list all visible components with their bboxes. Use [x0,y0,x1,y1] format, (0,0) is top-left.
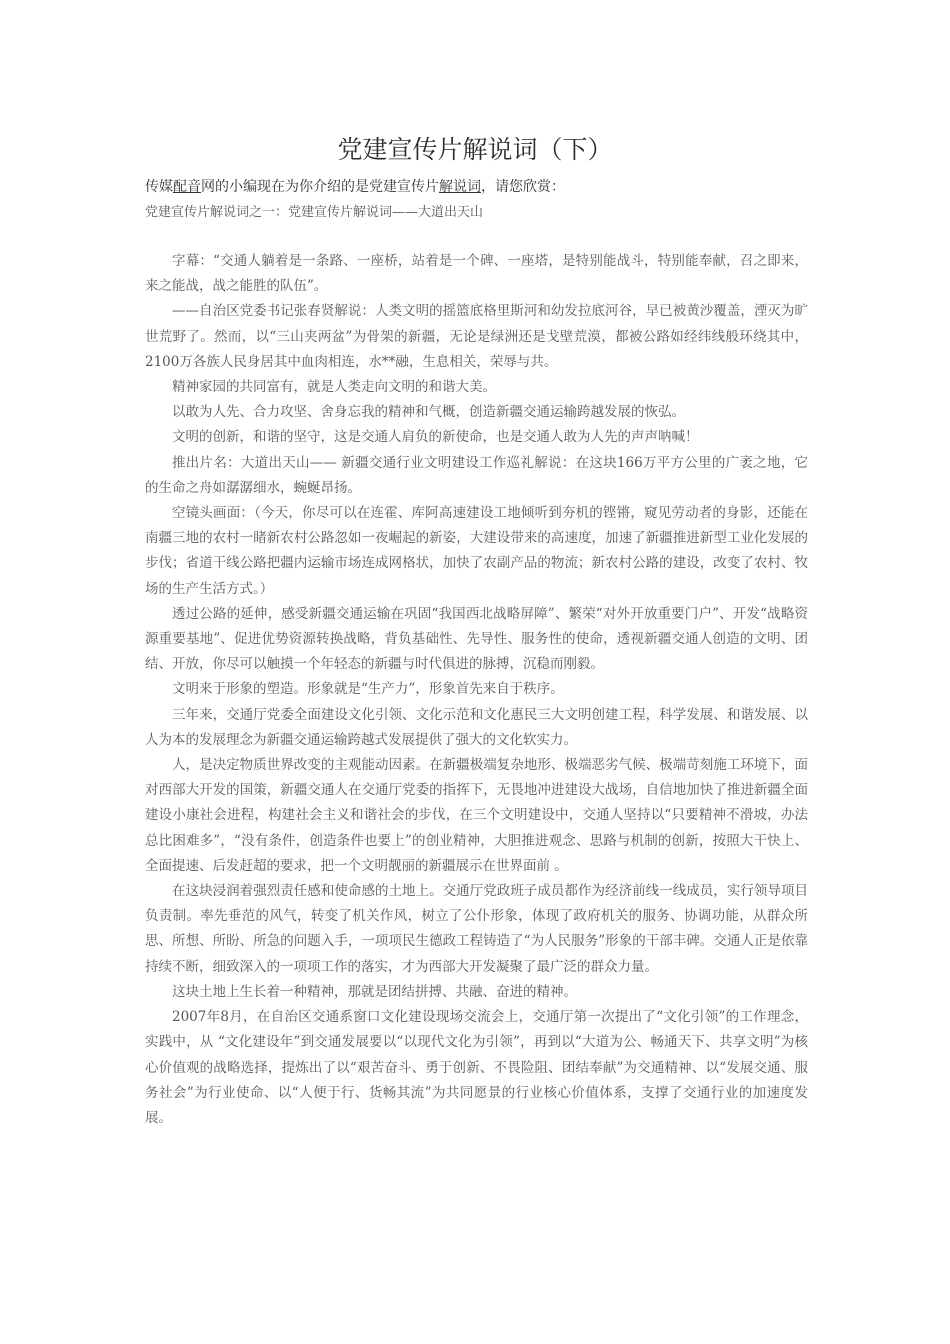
document-title: 党建宣传片解说词（下） [337,135,613,164]
commentary-link[interactable]: 解说词 [439,179,481,195]
paragraph: 三年来，交通厅党委全面建设文化引领、文化示范和文化惠民三大文明创建工程，科学发展、和谐发展、以人为本的发展理念为新疆交通运输跨越式发展提供了强大的文化软实力。 [145,706,808,748]
paragraph: 字幕：“交通人躺着是一条路、一座桥，站着是一个碑、一座塔，是特别能战斗，特别能奉献，召之即来，来之能战，战之能胜的队伍”。 [145,253,808,295]
paragraph: 精神家园的共同富有，就是人类走向文明的和谐大美。 [172,379,496,396]
dubbing-link[interactable]: 配音 [173,179,201,195]
document-body [145,249,808,1131]
paragraph: 透过公路的延伸，感受新疆交通运输在巩固“我国西北战略屏障”、繁荣“对外开放重要门户”、开发“战略资源重要基地”、促进优势资源转换战略，背负基础性、先导性、服务性的使命，透视新疆交通人创造的文明、团结、开放，你尽可以触摸一个年轻态的新疆与时代俱进的脉搏，沉稳而刚毅。 [145,605,808,673]
intro-line [145,176,815,198]
paragraph: 文明的创新，和谐的坚守，这是交通人肩负的新使命，也是交通人敢为人先的声声呐喊！ [172,429,699,446]
paragraph: 文明来于形象的塑造。形象就是“生产力”，形象首先来自于秩序。 [172,681,564,698]
paragraph: 空镜头画面：（今天，你尽可以在连霍、库阿高速建设工地倾听到夯机的铿锵，窥见劳动者的身影，还能在南疆三地的农村一睹新农村公路忽如一夜崛起的新姿，大建设带来的高速度，加速了新疆推进新型工业化发展的步伐；省道干线公路把疆内运输市场连成网格状，加快了农副产品的物流；新农村公路的建设，改变了农村、牧场的生产生活方式。） [145,505,808,597]
paragraph: 人，是决定物质世界改变的主观能动因素。在新疆极端复杂地形、极端恶劣气候、极端苛刻施工环境下，面对西部大开发的国策，新疆交通人在交通厅党委的指挥下，无畏地冲进建设大战场，自信地加快了推进新疆全面建设小康社会进程，构建社会主义和谐社会的步伐，在三个文明建设中，交通人坚持以“只要精神不滑坡，办法总比困难多”，“没有条件，创造条件也要上”的创业精神，大胆推进观念、思路与机制的创新，按照大干快上、全面提速、后发赶超的要求，把一个文明靓丽的新疆展示在世界面前 。 [145,757,808,874]
document-subtitle: 党建宣传片解说词之一：党建宣传片解说词——大道出天山 [145,205,484,220]
paragraph: 在这块浸润着强烈责任感和使命感的土地上。交通厅党政班子成员都作为经济前线一线成员，实行领导项目负责制。率先垂范的风气，转变了机关作风，树立了公仆形象，体现了政府机关的服务、协调功能，从群众所思、所想、所盼、所急的问题入手，一项项民生德政工程铸造了“为人民服务”形象的干部丰碑。交通人正是依靠持续不断，细致深入的一项项工作的落实，才为西部大开发凝聚了最广泛的群众力量。 [145,883,808,975]
paragraph: 2007年8月，在自治区交通系窗口文化建设现场交流会上，交通厅第一次提出了“文化引领”的工作理念，实践中，从 “文化建设年”到交通发展要以“以现代文化为引领”，再到以“大道为公、畅通天下、共享文明”为核心价值观的战略选择，提炼出了以“艰苦奋斗、勇于创新、不畏险阻、团结奉献”为交通精神、以“发展交通、服务社会”为行业使命、以“人便于行、货畅其流”为共同愿景的行业核心价值体系，支撑了交通行业的加速度发展。 [145,1009,808,1126]
paragraph: 以敢为人先、合力攻坚、舍身忘我的精神和气概，创造新疆交通运输跨越发展的恢弘。 [172,404,685,421]
intro-text-end: ，请您欣赏： [481,179,565,195]
intro-text-start: 传媒 [145,179,173,195]
paragraph: 这块土地上生长着一种精神，那就是团结拼搏、共融、奋进的精神。 [172,983,577,1000]
paragraph: 推出片名：大道出天山—— 新疆交通行业文明建设工作巡礼解说：在这块166万平方公里的广袤之地，它的生命之舟如潺潺细水，蜿蜒昂扬。 [145,454,808,496]
paragraph: ——自治区党委书记张春贤解说：人类文明的摇篮底格里斯河和幼发拉底河谷，早已被黄沙覆盖，湮灭为旷世荒野了。然而，以“三山夹两盆”为骨架的新疆，无论是绿洲还是戈壁荒漠，都被公路如经纬线般环绕其中，2100万各族人民身居其中血肉相连，水**融，生息相关，荣辱与共。 [145,303,808,370]
intro-text-middle: 网的小编现在为你介绍的是党建宣传片 [201,179,439,195]
